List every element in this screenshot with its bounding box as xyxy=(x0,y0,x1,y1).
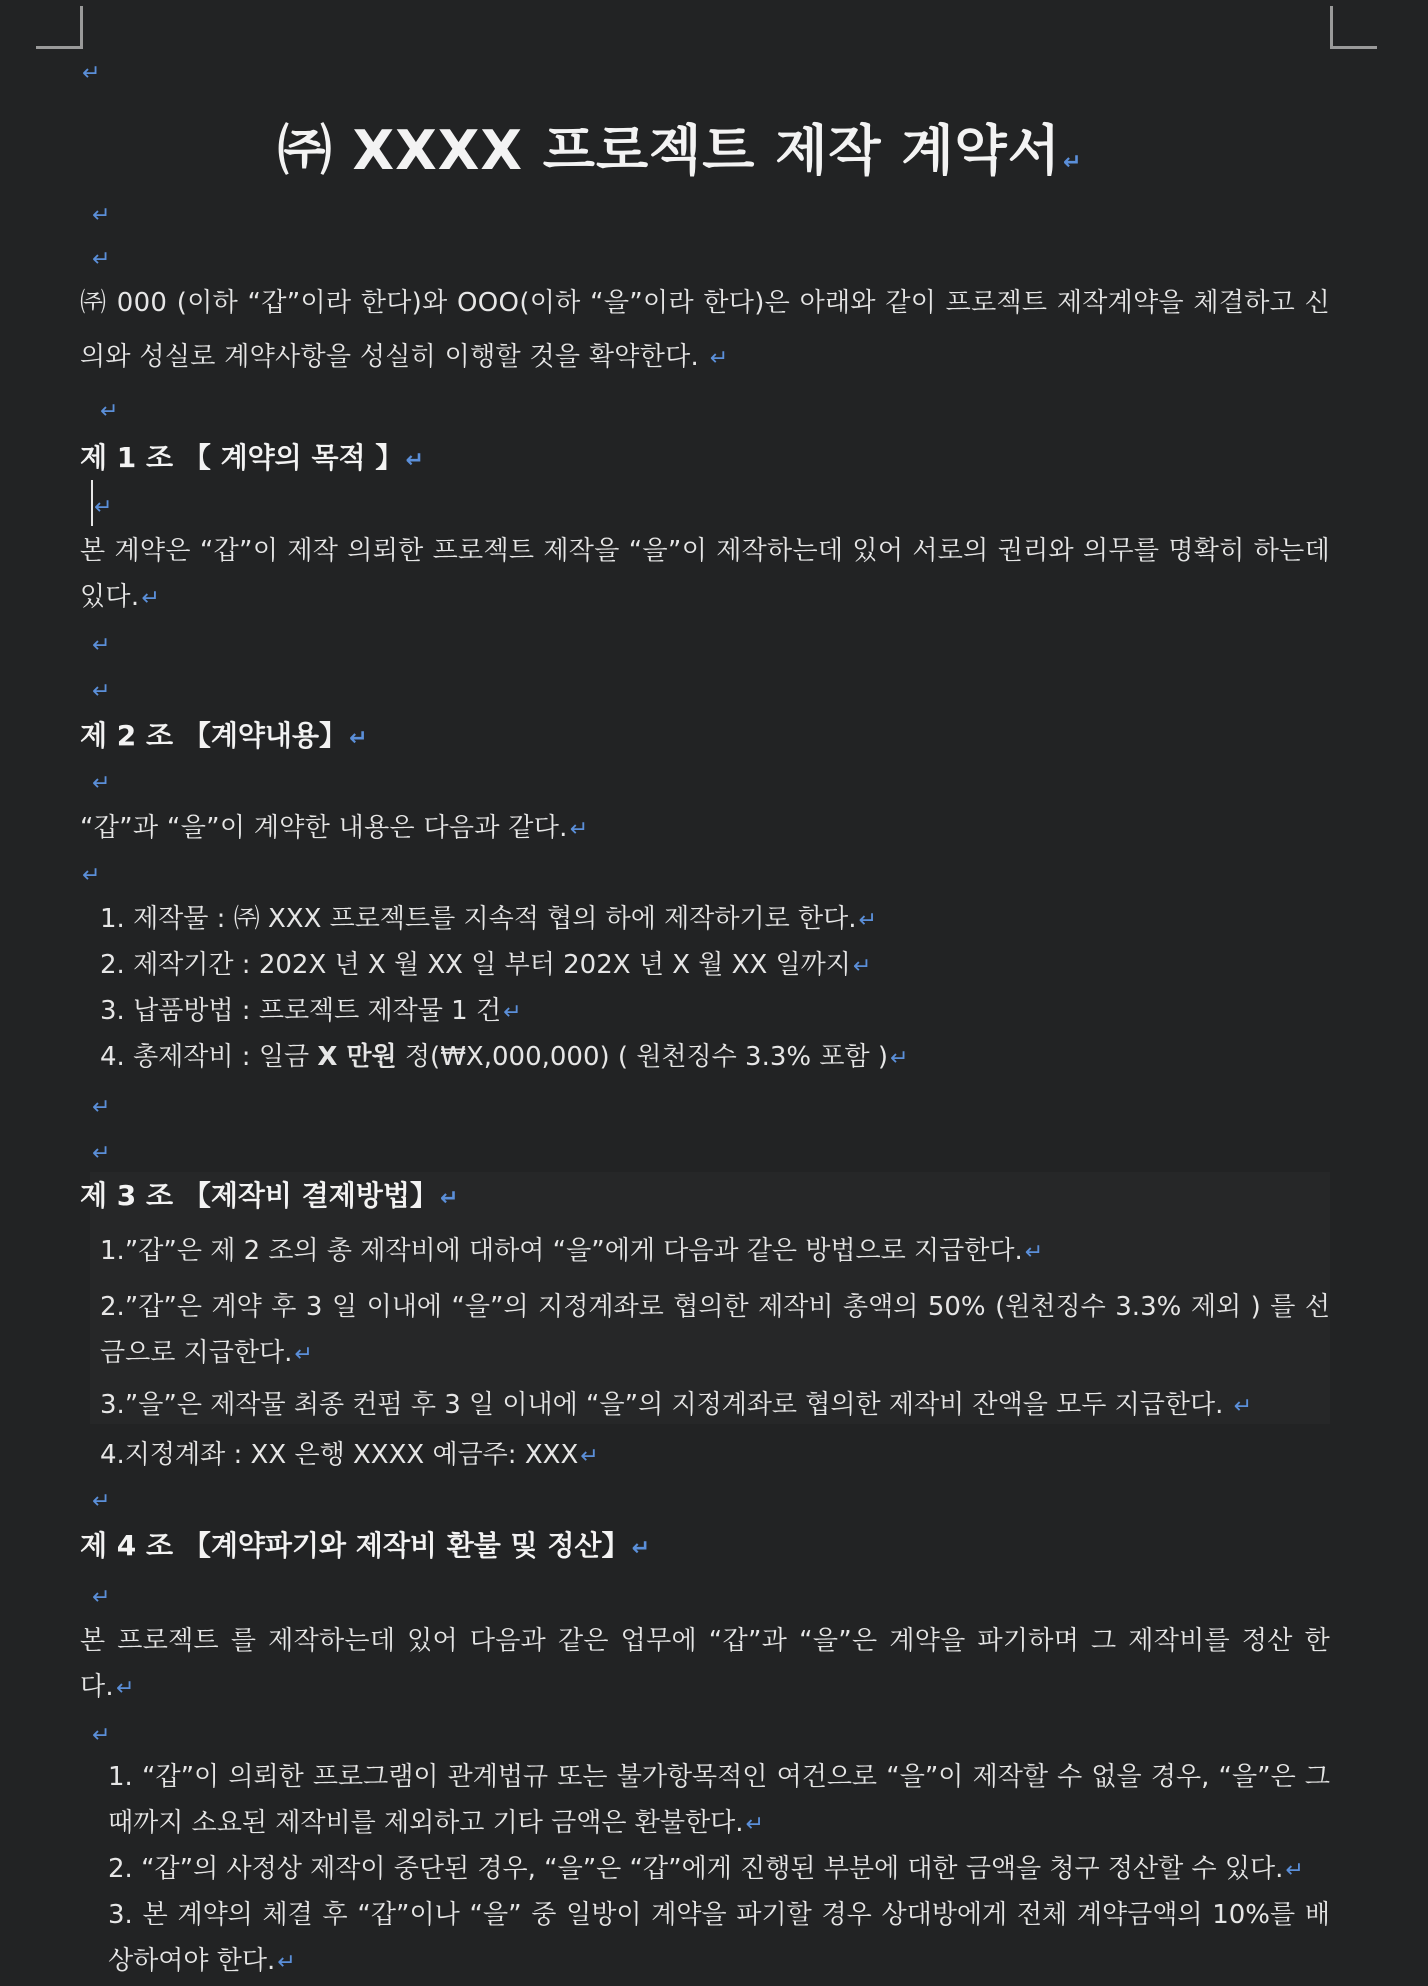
article1-heading: 제 1 조 【 계약의 목적 】↵ xyxy=(80,441,424,474)
empty-paragraph: ↵ xyxy=(82,61,101,86)
article4-heading: 제 4 조 【계약파기와 제작비 환불 및 정산】↵ xyxy=(80,1529,650,1562)
article2-item: 3. 납품방법 : 프로젝트 제작물 1 건↵ xyxy=(100,996,522,1026)
empty-paragraph: ↵ xyxy=(92,633,111,658)
empty-paragraph: ↵ xyxy=(92,1489,111,1514)
empty-paragraph: ↵ xyxy=(92,1095,111,1120)
empty-paragraph: ↵ xyxy=(92,679,111,704)
article1-body: 본 계약은 “갑”이 제작 의뢰한 프로젝트 제작을 “을”이 제작하는데 있어 서로의 권리와 의무를 명확히 하는데 있다.↵ xyxy=(80,536,1330,612)
article4-item: 1. “갑”이 의뢰한 프로그램이 관계법규 또는 불가항목적인 여건으로 “을”이 제작할 수 없을 경우, “을”은 그때까지 소요된 제작비를 제외하고 기타 금액은 환불한다.↵ xyxy=(108,1762,1330,1838)
article3-item: 2.”갑”은 계약 후 3 일 이내에 “을”의 지정계좌로 협의한 제작비 총액의 50% (원천징수 3.3% 제외 ) 를 선금으로 지급한다.↵ xyxy=(100,1292,1330,1368)
empty-paragraph: ↵ xyxy=(92,203,111,228)
article2-item: 2. 제작기간 : 202X 년 X 월 XX 일 부터 202X 년 X 월 XX 일까지↵ xyxy=(100,950,872,980)
empty-paragraph: ↵ xyxy=(92,771,111,796)
empty-paragraph: ↵ xyxy=(100,399,119,424)
article3-item: 1.”갑”은 제 2 조의 총 제작비에 대하여 “을”에게 다음과 같은 방법으로 지급한다.↵ xyxy=(100,1236,1044,1266)
article2-heading: 제 2 조 【계약내용】↵ xyxy=(80,719,368,752)
empty-paragraph: ↵ xyxy=(92,1141,111,1166)
empty-paragraph: ↵ xyxy=(94,495,113,520)
article3-item: 3.”을”은 제작물 최종 컨펌 후 3 일 이내에 “을”의 지정계좌로 협의한 제작비 잔액을 모두 지급한다. ↵ xyxy=(100,1390,1253,1420)
article2-item-total-cost: 4. 총제작비 : 일금 X 만원 정(₩X,000,000) ( 원천징수 3.3% 포함 )↵ xyxy=(100,1042,909,1072)
empty-paragraph: ↵ xyxy=(92,1585,111,1610)
article4-item: 3. 본 계약의 체결 후 “갑”이나 “을” 중 일방이 계약을 파기할 경우 상대방에게 전체 계약금액의 10%를 배상하여야 한다.↵ xyxy=(108,1900,1330,1976)
document-title: ㈜ XXXX 프로젝트 제작 계약서↵ xyxy=(277,119,1083,182)
empty-paragraph: ↵ xyxy=(92,247,111,272)
empty-paragraph: ↵ xyxy=(92,1723,111,1748)
article3-item-account: 4.지정계좌 : XX 은행 XXXX 예금주: XXX↵ xyxy=(100,1440,599,1470)
article4-body: 본 프로젝트 를 제작하는데 있어 다음과 같은 업무에 “갑”과 “을”은 계약을 파기하며 그 제작비를 정산 한다.↵ xyxy=(80,1626,1330,1702)
article2-lead: “갑”과 “을”이 계약한 내용은 다음과 같다.↵ xyxy=(80,813,589,843)
page-corner-top-right xyxy=(1330,6,1377,49)
intro-paragraph: ㈜ 000 (이하 “갑”이라 한다)와 OOO(이하 “을”이라 한다)은 아래와 같이 프로젝트 제작계약을 체결하고 신의와 성실로 계약사항을 성실히 이행할 것을 확약한다. ↵ xyxy=(80,288,1330,372)
empty-paragraph: ↵ xyxy=(82,863,101,888)
article2-item: 1. 제작물 : ㈜ XXX 프로젝트를 지속적 협의 하에 제작하기로 한다.↵ xyxy=(100,904,877,934)
article4-item: 2. “갑”의 사정상 제작이 중단된 경우, “을”은 “갑”에게 진행된 부분에 대한 금액을 청구 정산할 수 있다.↵ xyxy=(108,1854,1304,1884)
article3-heading: 제 3 조 【제작비 결제방법】↵ xyxy=(80,1179,459,1212)
page-corner-top-left xyxy=(36,6,83,49)
